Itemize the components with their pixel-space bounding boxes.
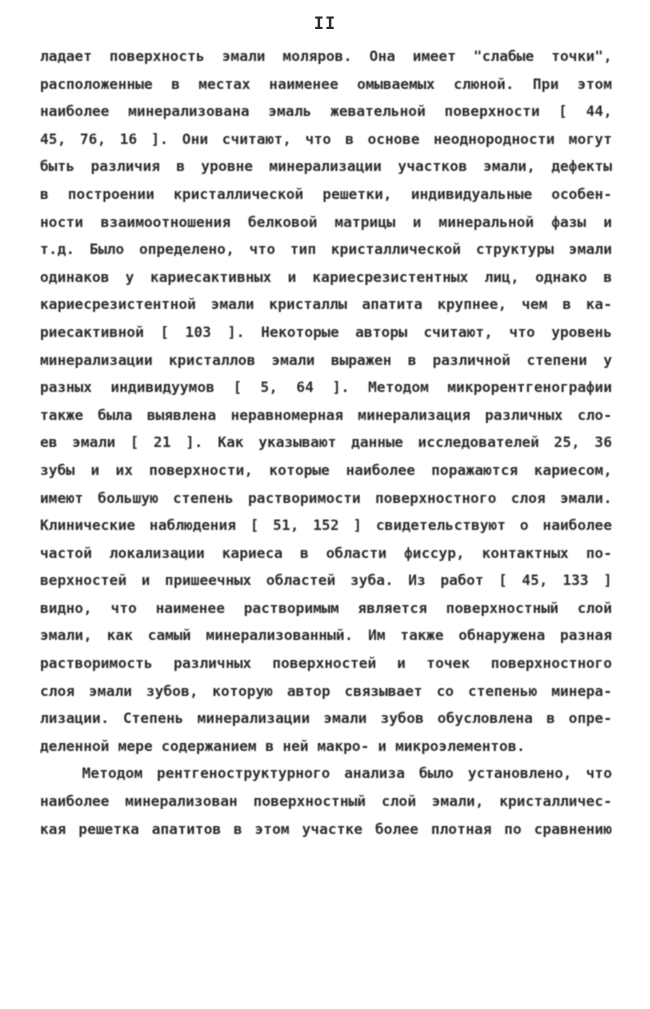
text-line: кая решетка апатитов в этом участке более плотная по сравнению [40, 821, 612, 838]
text-line: т.д. Было определено, что тип кристаллической структуры эмали [40, 242, 612, 259]
text-line: кариесрезистентной эмали кристаллы апатита крупнее, чем в ка- [40, 297, 612, 314]
text-line: быть различия в уровне минерализации участков эмали, дефекты [40, 159, 612, 176]
body-text [40, 44, 612, 844]
text-line: 45, 76, 16 ]. Они считают, что в основе неоднородности могут [40, 131, 612, 148]
text-line: в построении кристаллической решетки, индивидуальные особен- [40, 186, 612, 203]
text-line: Клинические наблюдения [ 51, 152 ] свидетельствуют о наиболее [40, 518, 612, 535]
text-line: лизации. Степень минерализации эмали зубов обусловлена в опре- [40, 711, 612, 728]
text-line: деленной мере содержанием в ней макро- и микроэлементов. [40, 738, 526, 755]
text-line: ладает поверхность эмали моляров. Она имеет "слабые точки", [40, 49, 612, 65]
text-line: частой локализации кариеса в области фиссур, контактных по- [40, 545, 612, 562]
text-line: также была выявлена неравномерная минерализация различных сло- [40, 407, 612, 424]
text-line: верхностей и пришеечных областей зуба. Из работ [ 45, 133 ] [40, 573, 612, 590]
text-line: ев эмали [ 21 ]. Как указывают данные исследователей 25, 36 [40, 435, 612, 452]
text-line: расположенные в местах наименее омываемых слюной. При этом [40, 76, 612, 93]
text-line: наиболее минерализован поверхностный слой эмали, кристалличес- [40, 794, 612, 811]
text-line: одинаков у кариесактивных и кариесрезистентных лиц, однако в [40, 269, 612, 286]
text-line: зубы и их поверхности, которые наиболее поражаются кариесом, [40, 462, 612, 479]
text-line: растворимость различных поверхностей и точек поверхностного [40, 656, 612, 673]
text-line: эмали, как самый минерализованный. Им также обнаружена разная [40, 628, 612, 645]
text-line: минерализации кристаллов эмали выражен в различной степени у [40, 352, 612, 369]
text-line: Методом рентгеноструктурного анализа было установлено, что [82, 766, 612, 783]
text-line: риесактивной [ 103 ]. Некоторые авторы считают, что уровень [40, 324, 612, 341]
text-line: разных индивидуумов [ 5, 64 ]. Методом микрорентгенографии [40, 380, 612, 397]
text-line: слоя эмали зубов, которую автор связывает со степенью минера- [40, 683, 612, 700]
text-line: видно, что наименее растворимым является поверхностный слой [40, 600, 612, 617]
page-number: II [313, 14, 337, 34]
text-line: ности взаимоотношения белковой матрицы и минеральной фазы и [40, 214, 612, 231]
text-line: наиболее минерализована эмаль жевательной поверхности [ 44, [40, 104, 612, 121]
text-line: имеют большую степень растворимости поверхностного слоя эмали. [40, 490, 612, 507]
